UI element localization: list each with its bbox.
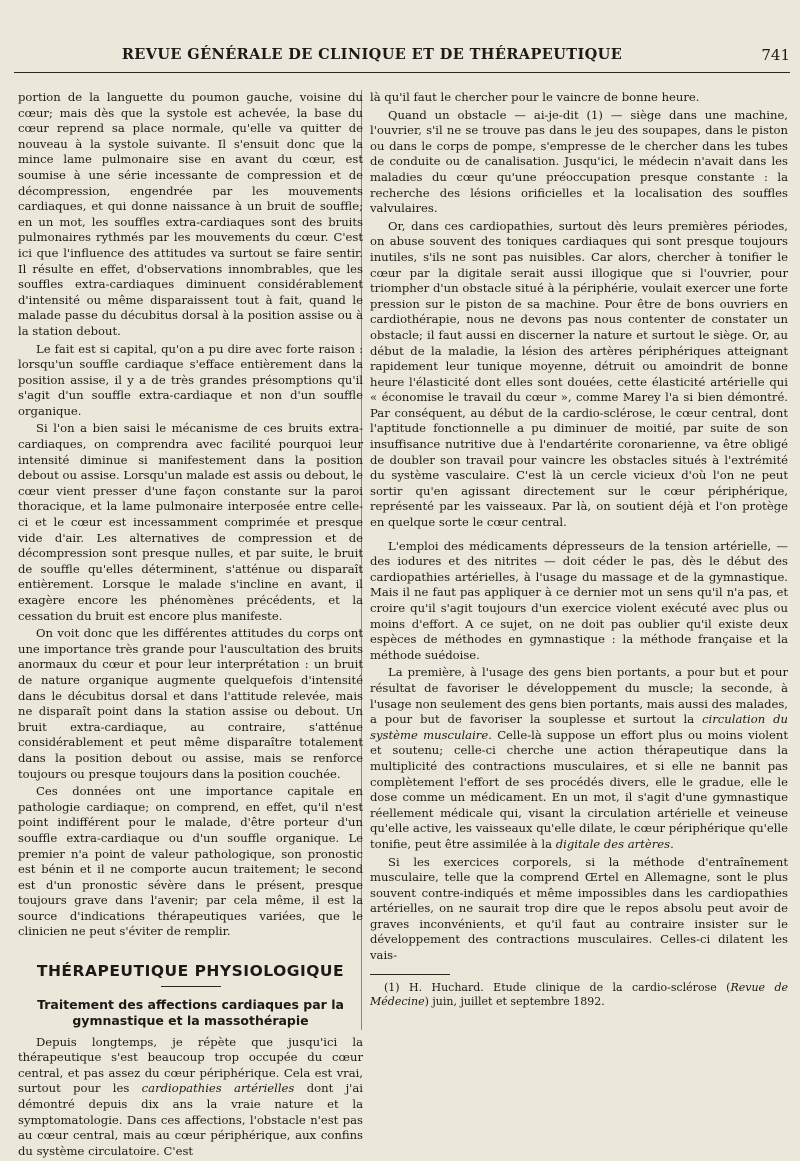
emphasis: digitale des artères. (555, 836, 674, 851)
text-run: Celle-là suppose un effort plus ou moins violent et soutenu; celle-ci cherche une action thérapeutique dans la multiplicité des contractions musculaires, et si elle ne bannit pas complètement l'effort de ses procédés divers, elle le gradue, elle le dose comme un médicament. En un mot, il s'agit d'une gymnastique réellement médicale qui, visant la circulation artérielle et veineuse qu'elle active, les vaisseaux qu'elle dilate, le cœur périphérique qu'elle tonifie, peut être assimilée à la (370, 727, 789, 851)
footnote-rule (370, 974, 450, 975)
paragraph (18, 1035, 363, 1160)
paragraph (370, 665, 788, 852)
section-rule (161, 986, 221, 987)
paragraph: Or, dans ces cardiopathies, surtout dès leurs premières périodes, on abuse souvent des toniques cardiaques qui sont presque toujours inutiles, s'ils ne sont pas nuisibles. Car alors, chercher à tonifier le cœur par la digitale serait aussi illogique que si l'ouvrier, pour triompher d'un obstacle situé à la périphérie, voulait exercer une forte pression sur le piston de sa machine. Pour être de bons ouvriers en cardiothérapie, nous ne devons pas nous contenter de constater un obstacle; il faut aussi en discerner la nature et surtout le siège. Or, au début de la maladie, la lésion des artères périphériques atteignant rapidement leur tunique moyenne, détruit ou amoindrit de bonne heure l'élasticité dont elles sont douées, cette élasticité artérielle qui « économise le travail du cœur », comme Marey l'a si bien démontré. Par conséquent, au début de la cardio-sclérose, le cœur central, dont l'aptitude fonctionnelle a pu diminuer de moitié, par suite de son insuffisance nutritive due à l'endartérite coronarienne, va être obligé de doubler son travail pour vaincre les obstacles situés à l'extrémité du système vasculaire. C'est là un cercle vicieux d'où l'on ne peut sortir qu'en agissant directement sur le cœur périphérique, représenté par les vaisseaux. Par là, on soutient déjà et l'on protège en quelque sorte le cœur central. (370, 218, 788, 530)
subsection-title: Traitement des affections cardiaques par la gymnastique et la massothérapie (37, 996, 344, 1028)
paragraph: L'emploi des médicaments dépresseurs de la tension artérielle, — des iodures et des nitrites — doit céder le pas, dès le début des cardiopathies artérielles, à l'usage du massage et de la gymnastique. Mais il ne faut pas appliquer à ce dernier mot un sens qu'il n'a pas, et croire qu'il s'agit toujours d'un exercice violent exécuté avec plus ou moins d'effort. A ce sujet, on ne doit pas oublier qu'il existe deux espèces de méthodes en gymnastique : la méthode française et la méthode suédoise. (370, 538, 788, 662)
journal-title: REVUE GÉNÉRALE DE CLINIQUE ET DE THÉRAPEUTIQUE (121, 46, 623, 63)
text-run: Depuis longtemps, je répète que jusqu'ici la thérapeutique s'est beaucoup trop occupée du cœur central, et pas assez du cœur périphérique. Cela est vrai, surtout pour les (18, 1034, 363, 1096)
text-run: dont j'ai démontré depuis dix ans la vraie nature et la symptomatologie. Dans ces affections, l'obstacle n'est pas au cœur central, mais au cœur périphérique, aux confins du système circulatoire. C'est (18, 1081, 363, 1158)
paragraph: Si les exercices corporels, si la méthode d'entraînement musculaire, telle que la comprend Œrtel en Allemagne, sont le plus souvent contre-indiqués et même impossibles dans les cardiopathies artérielles, on ne saurait trop dire que le repos absolu peut avoir de graves inconvénients, et qu'il faut au contraire insister sur le développement des contractions musculaires. Celles-ci dilatent les vais- (370, 854, 788, 963)
paragraph: portion de la languette du poumon gauche, voisine du cœur; mais dès que la systole est achevée, la base du cœur reprend sa place normale, qu'elle va quitter de nouveau à la systole suivante. Il s'ensuit donc que la mince lame pulmonaire sise en avant du cœur, est soumise à une série incessante de compression et de décompression, engendrée par les mouvements cardiaques, et qui donne naissance à un bruit de souffle; en un mot, les souffles extra-cardiaques sont des bruits pulmonaires rythmés par les mouvements du cœur. C'est ici que l'influence des attitudes va surtout se faire sentir. Il résulte en effet, d'observations innombrables, que les souffles extra-cardiaques diminuent considérablement d'intensité ou même disparaissent tout à fait, quand le malade passe du décubitus dorsal à la position assise ou à la station debout. (18, 90, 363, 338)
paragraph: On voit donc que les différentes attitudes du corps ont une importance très grande pour l'auscultation des bruits anormaux du cœur et pour leur interprétation : un bruit de nature organique augmente quelquefois d'intensité dans le décubitus dorsal et dans l'attitude relevée, mais ne disparaît point dans la station assise ou debout. Un bruit extra-cardiaque, au contraire, s'atténue considérablement et peut même disparaître totalement dans la position debout ou assise, mais se renforce toujours ou presque toujours dans la position couchée. (18, 626, 363, 781)
paragraph: Ces données ont une importance capitale en pathologie cardiaque; on comprend, en effet, qu'il n'est point indifférent pour le malade, d'être porteur d'un souffle extra-cardiaque ou d'un souffle organique. Le premier n'a point de valeur pathologique, son pronostic est bénin et il ne comporte aucun traitement; le second est d'un pronostic sévère dans le présent, presque toujours grave dans l'avenir; par cela même, il est la source d'indications thérapeutiques variées, que le clinicien ne peut s'éviter de remplir. (18, 784, 363, 939)
left-column (18, 90, 363, 1161)
running-header (14, 46, 790, 70)
emphasis: Revue de Médecine (370, 980, 789, 1008)
page-number: 741 (761, 46, 790, 64)
text-run: La première, à l'usage des gens bien portants, a pour but et pour résultat de favoriser le développement du muscle; la seconde, à l'usage non seulement des gens bien portants, mais aussi des malades, a pour but de favoriser la souplesse et surtout la (370, 665, 788, 727)
header-rule (14, 72, 790, 73)
emphasis: cardiopathies artérielles (141, 1081, 295, 1096)
footnote (370, 981, 788, 1009)
section-title: THÉRAPEUTIQUE PHYSIOLOGIQUE (36, 962, 345, 981)
paragraph: Si l'on a bien saisi le mécanisme de ces bruits extra-cardiaques, on comprendra avec facilité pourquoi leur intensité diminue si manifestement dans la position debout ou assise. Lorsqu'un malade est assis ou debout, le cœur vient presser d'une façon constante sur la paroi thoracique, et la lame pulmonaire interposée entre celle-ci et le cœur est incessamment comprimée et presque vide d'air. Les alternatives de compression et de décompression sont presque nulles, et par suite, le bruit de souffle qu'elles déterminent, s'atténue ou disparaît entièrement. Lorsque le malade s'incline en avant, il exagère encore les phénomènes précédents, et la cessation du bruit est encore plus manifeste. (18, 421, 363, 623)
text-run: ) juin, juillet et septembre 1892. (424, 994, 605, 1008)
text-run: (1) H. Huchard. Etude clinique de la cardio-sclérose ( (384, 980, 731, 994)
paragraph: là qu'il faut le chercher pour le vaincre de bonne heure. (370, 90, 700, 104)
emphasis: circulation du système musculaire. (370, 712, 788, 742)
paragraph: Le fait est si capital, qu'on a pu dire avec forte raison : lorsqu'un souffle cardiaque s'efface entièrement dans la position assise, il y a de très grandes présomptions qu'il s'agit d'un souffle extra-cardiaque et non d'un souffle organique. (18, 341, 363, 418)
right-column (370, 90, 788, 1011)
paragraph: Quand un obstacle — ai-je-dit (1) — siège dans une machine, l'ouvrier, s'il ne se trouve pas dans le jeu des soupapes, dans le piston ou dans le corps de pompe, s'empresse de le chercher dans les tubes de conduite ou de canalisation. Jusqu'ici, le médecin n'avait dans les maladies du cœur qu'une préoccupation presque constante : la recherche des lésions orificielles et la localisation des souffles valvulaires. (370, 107, 788, 216)
